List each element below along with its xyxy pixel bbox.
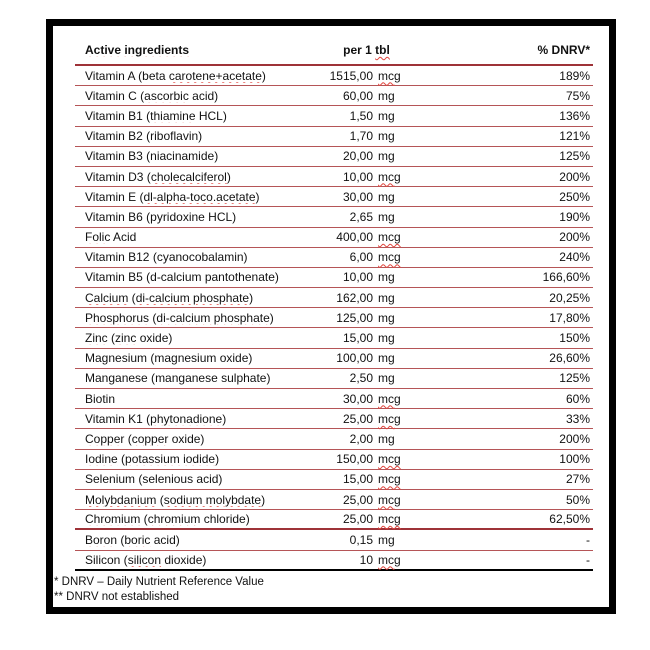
ingredient-name xyxy=(75,170,310,184)
ingredient-name xyxy=(75,109,310,123)
amount-unit: mg xyxy=(378,189,395,204)
amount-cell xyxy=(310,109,405,123)
amount-cell xyxy=(310,170,405,184)
amount-unit: mg xyxy=(378,149,395,164)
squiggle-flagged-word: copper xyxy=(131,431,169,446)
ingredient-name xyxy=(75,129,310,143)
amount-cell xyxy=(310,270,405,284)
amount-unit: mcg xyxy=(378,68,401,83)
plain-text: ) xyxy=(266,371,271,386)
amount-unit: mcg xyxy=(378,230,401,245)
amount-cell xyxy=(310,331,405,345)
amount-cell xyxy=(310,452,405,466)
squiggle-flagged-word: ascorbic xyxy=(144,88,189,103)
plain-text: ) xyxy=(255,189,260,204)
ingredient-name xyxy=(75,553,310,567)
amount-unit: mg xyxy=(378,88,395,103)
ingredient-name xyxy=(75,493,310,507)
plain-text: Vitamin E ( xyxy=(85,189,144,204)
plain-text: Vitamin A (beta xyxy=(85,68,169,83)
ingredient-name xyxy=(75,452,310,466)
plain-text: dioxide) xyxy=(161,552,207,567)
dnrv-percent: 250% xyxy=(559,189,590,204)
table-header-row xyxy=(75,34,593,66)
ingredient-name xyxy=(75,270,310,284)
amount-value: 20,00 xyxy=(342,149,373,164)
squiggle-flagged-word: manganese sulphate xyxy=(155,371,267,386)
amount-unit: mcg xyxy=(378,472,401,487)
dnrv-percent: 75% xyxy=(565,88,590,103)
amount-cell xyxy=(310,412,405,426)
table-row xyxy=(75,369,593,389)
plain-text: ) xyxy=(269,310,274,325)
ingredient-name xyxy=(75,331,310,345)
amount-value: 10,00 xyxy=(342,270,373,285)
dnrv-percent: 17,80% xyxy=(549,310,590,325)
dnrv-percent: 20,25% xyxy=(549,290,590,305)
plain-text: ) xyxy=(226,169,231,184)
plain-text: Vitamin B3 ( xyxy=(85,149,151,164)
amount-cell xyxy=(310,69,405,83)
squiggle-flagged-word: chromium xyxy=(147,512,201,527)
amount-unit: mg xyxy=(378,290,395,305)
table-row xyxy=(75,349,593,369)
amount-value: 0,15 xyxy=(349,532,373,547)
dnrv-percent: 100% xyxy=(559,452,590,467)
amount-unit: mcg xyxy=(378,169,401,184)
squiggle-flagged-word: Copper xyxy=(85,431,125,446)
squiggle-flagged-word: potassium iodide xyxy=(125,452,216,467)
footnotes xyxy=(54,575,609,605)
plain-text: per 1 xyxy=(343,43,376,57)
plain-text: acid) xyxy=(193,472,223,487)
plain-text: ) xyxy=(214,149,219,164)
squiggle-flagged-word: zinc xyxy=(115,331,137,346)
plain-text: ( xyxy=(135,472,143,487)
squiggle-flagged-word: Phosphorus xyxy=(85,310,150,325)
plain-text: oxide) xyxy=(168,431,205,446)
ingredient-name xyxy=(75,392,310,406)
active-ingredients-label xyxy=(85,43,189,57)
plain-text: ) xyxy=(274,270,279,285)
ingredient-name xyxy=(75,472,310,486)
dnrv-percent: 121% xyxy=(559,129,590,144)
amount-value: 1,50 xyxy=(349,108,373,123)
ingredient-name xyxy=(75,250,310,264)
plain-text: ( xyxy=(117,452,126,467)
dnrv-percent: 62,50% xyxy=(549,512,590,527)
table-row xyxy=(75,429,593,449)
dnrv-percent: 50% xyxy=(565,492,590,507)
table-row xyxy=(75,86,593,106)
amount-value: 30,00 xyxy=(342,189,373,204)
amount-unit: mg xyxy=(378,331,395,346)
amount-value: 15,00 xyxy=(342,472,373,487)
plain-text: ) xyxy=(261,492,266,507)
table-row xyxy=(75,328,593,348)
amount-value: 150,00 xyxy=(336,452,373,467)
amount-cell xyxy=(310,472,405,486)
amount-cell xyxy=(310,351,405,365)
plain-text: Vitamin B5 ( xyxy=(85,270,151,285)
dnrv-percent: 125% xyxy=(559,149,590,164)
footnote-dnrv-definition: * DNRV – Daily Nutrient Reference Value xyxy=(54,575,264,588)
table-row xyxy=(75,268,593,288)
plain-text: ( xyxy=(156,492,164,507)
dnrv-percent: 136% xyxy=(559,108,590,123)
amount-value: 30,00 xyxy=(342,391,373,406)
amount-cell xyxy=(310,553,405,567)
table-row xyxy=(75,207,593,227)
plain-text: Magnesium (magnesium oxide) xyxy=(85,351,253,366)
table-row xyxy=(75,409,593,429)
amount-unit: mg xyxy=(378,270,395,285)
amount-cell xyxy=(310,250,405,264)
amount-unit: mg xyxy=(378,371,395,386)
amount-cell xyxy=(310,89,405,103)
squiggle-flagged-word: selenious xyxy=(142,472,194,487)
amount-cell xyxy=(310,190,405,204)
ingredient-name xyxy=(75,533,310,547)
squiggle-flagged-word: Active ingredients xyxy=(85,43,190,57)
amount-unit: mcg xyxy=(378,552,401,567)
plain-text: Vitamin B1 ( xyxy=(85,108,151,123)
ingredient-name xyxy=(75,89,310,103)
plain-text: Vitamin B12 ( xyxy=(85,250,157,265)
table-body xyxy=(75,66,593,571)
amount-unit: mg xyxy=(378,310,395,325)
amount-value: 2,50 xyxy=(349,371,373,386)
table-row xyxy=(75,228,593,248)
dnrv-percent: - xyxy=(586,552,590,567)
plain-text: ) xyxy=(249,290,254,305)
amount-value: 2,65 xyxy=(349,209,373,224)
squiggle-flagged-word: cholecalciferol xyxy=(150,169,227,184)
amount-value: 162,00 xyxy=(336,290,373,305)
squiggle-flagged-word: niacinamide xyxy=(150,149,215,164)
amount-value: 25,00 xyxy=(342,512,373,527)
ingredient-name xyxy=(75,512,310,526)
header-dnrv: % DNRV* xyxy=(537,43,590,57)
amount-value: 10,00 xyxy=(342,169,373,184)
plain-text: Acid xyxy=(110,230,137,245)
amount-unit: mg xyxy=(378,108,395,123)
squiggle-flagged-word: Chromium xyxy=(85,512,141,527)
squiggle-flagged-word: tbl xyxy=(375,43,390,57)
amount-unit: mcg xyxy=(378,250,401,265)
amount-cell xyxy=(310,129,405,143)
ingredient-name xyxy=(75,190,310,204)
amount-unit: mg xyxy=(378,129,395,144)
squiggle-flagged-word: dl-alpha-toco.acetate xyxy=(143,189,256,204)
squiggle-flagged-word: Zinc xyxy=(85,331,108,346)
squiggle-flagged-word: phytonadione xyxy=(150,411,223,426)
amount-value: 6,00 xyxy=(349,250,373,265)
amount-unit: mcg xyxy=(378,492,401,507)
amount-cell xyxy=(310,210,405,224)
plain-text: ) xyxy=(215,452,220,467)
header-active-ingredients xyxy=(75,43,310,57)
amount-value: 1515,00 xyxy=(329,68,373,83)
amount-cell xyxy=(310,392,405,406)
plain-text: Biotin xyxy=(85,391,116,406)
dnrv-percent: 240% xyxy=(559,250,590,265)
table-row xyxy=(75,288,593,308)
plain-text: chloride) xyxy=(200,512,250,527)
squiggle-flagged-word: cyanocobalamin xyxy=(156,250,244,265)
plain-text: oxide) xyxy=(136,331,173,346)
table-row xyxy=(75,106,593,126)
squiggle-flagged-word: Boron xyxy=(85,532,118,547)
plain-text: ) xyxy=(222,411,227,426)
table-row xyxy=(75,308,593,328)
amount-unit: mg xyxy=(378,351,395,366)
plain-text: Vitamin D3 ( xyxy=(85,169,151,184)
plain-text: ( xyxy=(124,431,132,446)
dnrv-percent: 150% xyxy=(559,331,590,346)
amount-unit: mcg xyxy=(378,452,401,467)
table-row xyxy=(75,248,593,268)
squiggle-flagged-word: Iodine xyxy=(85,452,118,467)
table-row xyxy=(75,167,593,187)
amount-cell xyxy=(310,291,405,305)
plain-text: ( xyxy=(147,371,156,386)
amount-value: 15,00 xyxy=(342,331,373,346)
ingredient-name xyxy=(75,230,310,244)
squiggle-flagged-word: Calcium xyxy=(85,290,129,305)
ingredient-name xyxy=(75,412,310,426)
plain-text: ( xyxy=(128,290,136,305)
squiggle-flagged-word: Folic xyxy=(85,230,111,245)
amount-unit: mcg xyxy=(378,391,401,406)
squiggle-flagged-word: boric xyxy=(124,532,151,547)
table-row xyxy=(75,470,593,490)
dnrv-percent: 60% xyxy=(565,391,590,406)
per-1-tbl-label xyxy=(343,43,390,57)
amount-cell xyxy=(310,533,405,547)
ingredient-name xyxy=(75,291,310,305)
amount-unit: mcg xyxy=(378,512,401,527)
table-row xyxy=(75,389,593,409)
table-row xyxy=(75,147,593,167)
amount-cell xyxy=(310,371,405,385)
plain-text: ) xyxy=(243,250,248,265)
active-ingredients-table xyxy=(75,34,593,571)
plain-text: Vitamin K1 ( xyxy=(85,411,151,426)
header-per-1-tbl xyxy=(310,43,405,57)
plain-text: acid) xyxy=(150,532,180,547)
table-row xyxy=(75,450,593,470)
table-row xyxy=(75,530,593,550)
ingredient-name xyxy=(75,311,310,325)
ingredient-name xyxy=(75,149,310,163)
dnrv-percent: 27% xyxy=(565,472,590,487)
ingredient-name xyxy=(75,371,310,385)
amount-cell xyxy=(310,149,405,163)
supplement-facts-panel xyxy=(46,19,616,614)
plain-text: ( xyxy=(140,512,148,527)
amount-cell xyxy=(310,432,405,446)
amount-value: 1,70 xyxy=(349,129,373,144)
dnrv-percent: 125% xyxy=(559,371,590,386)
amount-unit: mcg xyxy=(378,411,401,426)
table-row xyxy=(75,490,593,510)
squiggle-flagged-word: silicon xyxy=(127,552,162,567)
plain-text: Silicon ( xyxy=(85,552,128,567)
dnrv-percent: 200% xyxy=(559,431,590,446)
squiggle-flagged-word: Selenium xyxy=(85,472,136,487)
amount-cell xyxy=(310,493,405,507)
ingredient-name xyxy=(75,69,310,83)
plain-text: Vitamin C ( xyxy=(85,88,145,103)
dnrv-percent: - xyxy=(586,532,590,547)
amount-unit: mg xyxy=(378,209,395,224)
dnrv-percent: 190% xyxy=(559,209,590,224)
squiggle-flagged-word: sodium molybdate xyxy=(163,492,262,507)
plain-text: ( xyxy=(107,331,116,346)
table-row xyxy=(75,66,593,86)
dnrv-percent: 33% xyxy=(565,411,590,426)
squiggle-flagged-word: Molybdanium xyxy=(85,492,157,507)
dnrv-percent: 26,60% xyxy=(549,351,590,366)
table-row xyxy=(75,187,593,207)
amount-value: 25,00 xyxy=(342,492,373,507)
plain-text: HCL) xyxy=(195,108,227,123)
table-row xyxy=(75,127,593,147)
plain-text: Vitamin B6 (pyridoxine HCL) xyxy=(85,209,237,224)
dnrv-percent: 200% xyxy=(559,230,590,245)
squiggle-flagged-word: di-calcium phosphate xyxy=(135,290,250,305)
amount-value: 2,00 xyxy=(349,431,373,446)
squiggle-flagged-word: Manganese xyxy=(85,371,148,386)
plain-text: acid) xyxy=(188,88,219,103)
amount-value: 400,00 xyxy=(336,230,373,245)
dnrv-percent: 189% xyxy=(559,68,590,83)
footnote-dnrv-not-established: ** DNRV not established xyxy=(54,590,180,603)
amount-value: 125,00 xyxy=(336,310,373,325)
plain-text: ( xyxy=(149,310,157,325)
amount-cell xyxy=(310,512,405,526)
amount-value: 60,00 xyxy=(342,88,373,103)
table-row xyxy=(75,510,593,530)
squiggle-flagged-word: d-calcium pantothenate xyxy=(150,270,275,285)
amount-value: 10 xyxy=(359,552,373,567)
amount-value: 100,00 xyxy=(336,351,373,366)
plain-text: Vitamin B2 (riboflavin) xyxy=(85,129,203,144)
ingredient-name xyxy=(75,351,310,365)
amount-cell xyxy=(310,230,405,244)
squiggle-flagged-word: carotene+acetate xyxy=(168,68,262,83)
amount-unit: mg xyxy=(378,431,395,446)
squiggle-flagged-word: di-calcium phosphate xyxy=(156,310,270,325)
amount-value: 25,00 xyxy=(342,411,373,426)
dnrv-percent: 200% xyxy=(559,169,590,184)
plain-text: ( xyxy=(117,532,125,547)
dnrv-percent: 166,60% xyxy=(542,270,590,285)
ingredient-name xyxy=(75,432,310,446)
ingredient-name xyxy=(75,210,310,224)
plain-text: ) xyxy=(261,68,266,83)
amount-unit: mg xyxy=(378,532,395,547)
squiggle-flagged-word: thiamine xyxy=(150,108,196,123)
amount-cell xyxy=(310,311,405,325)
table-row xyxy=(75,551,593,571)
